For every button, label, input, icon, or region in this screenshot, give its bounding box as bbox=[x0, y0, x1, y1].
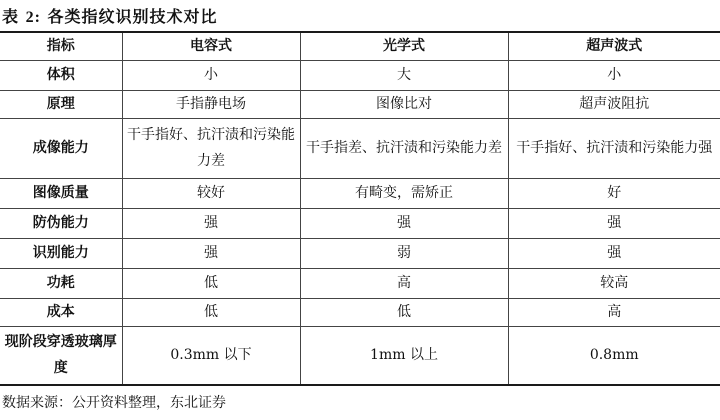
caption-prefix: 表 bbox=[2, 7, 26, 26]
table-cell: 低 bbox=[300, 298, 508, 326]
row-label: 现阶段穿透玻璃厚度 bbox=[0, 326, 122, 384]
row-label: 成像能力 bbox=[0, 118, 122, 178]
table-cell: 小 bbox=[508, 60, 720, 90]
table-cell: 0.3mm 以下 bbox=[122, 326, 300, 384]
table-cell: 高 bbox=[508, 298, 720, 326]
table-cell: 较高 bbox=[508, 268, 720, 298]
table-cell: 低 bbox=[122, 298, 300, 326]
caption-text: 各类指纹识别技术对比 bbox=[40, 7, 218, 26]
table-cell: 1mm 以上 bbox=[300, 326, 508, 384]
table-cell: 强 bbox=[508, 208, 720, 238]
row-label: 成本 bbox=[0, 298, 122, 326]
row-label: 体积 bbox=[0, 60, 122, 90]
header-cell: 指标 bbox=[0, 33, 122, 60]
table-cell: 弱 bbox=[300, 238, 508, 268]
row-label: 防伪能力 bbox=[0, 208, 122, 238]
table-cell: 干手指差、抗汗渍和污染能力差 bbox=[300, 118, 508, 178]
table-caption bbox=[2, 4, 217, 27]
table-cell: 低 bbox=[122, 268, 300, 298]
table-cell: 强 bbox=[300, 208, 508, 238]
row-label: 图像质量 bbox=[0, 178, 122, 208]
table-cell: 有畸变，需矫正 bbox=[300, 178, 508, 208]
table-row bbox=[0, 178, 720, 208]
caption-number: 2: bbox=[25, 9, 41, 26]
table-row bbox=[0, 268, 720, 298]
table-cell: 超声波阻抗 bbox=[508, 90, 720, 118]
table-bottom-rule bbox=[0, 384, 720, 386]
table-cell: 图像比对 bbox=[300, 90, 508, 118]
table-cell: 高 bbox=[300, 268, 508, 298]
header-row bbox=[0, 33, 720, 60]
table-cell: 0.8mm bbox=[589, 347, 639, 364]
table-cell: 小 bbox=[122, 60, 300, 90]
table-cell: 大 bbox=[300, 60, 508, 90]
table-cell: 手指静电场 bbox=[122, 90, 300, 118]
table-cell: 干手指好、抗汗渍和污染能力强 bbox=[508, 118, 720, 178]
row-label: 原理 bbox=[0, 90, 122, 118]
table-row bbox=[0, 238, 720, 268]
table-cell: 干手指好、抗汗渍和污染能力差 bbox=[122, 118, 300, 178]
source-note: 数据来源：公开资料整理，东北证券 bbox=[2, 395, 226, 411]
header-cell: 超声波式 bbox=[508, 33, 720, 60]
row-label: 功耗 bbox=[0, 268, 122, 298]
header-cell: 光学式 bbox=[300, 33, 508, 60]
comparison-table bbox=[0, 33, 720, 384]
table-row bbox=[0, 90, 720, 118]
table-cell: 强 bbox=[508, 238, 720, 268]
table-cell: 强 bbox=[122, 238, 300, 268]
table-row bbox=[0, 326, 720, 384]
table-row bbox=[0, 298, 720, 326]
header-cell: 电容式 bbox=[122, 33, 300, 60]
table-row bbox=[0, 208, 720, 238]
row-label: 识别能力 bbox=[0, 238, 122, 268]
table-cell: 强 bbox=[122, 208, 300, 238]
table-cell: 较好 bbox=[122, 178, 300, 208]
table-row bbox=[0, 60, 720, 90]
table-cell: 好 bbox=[508, 178, 720, 208]
table-row bbox=[0, 118, 720, 178]
